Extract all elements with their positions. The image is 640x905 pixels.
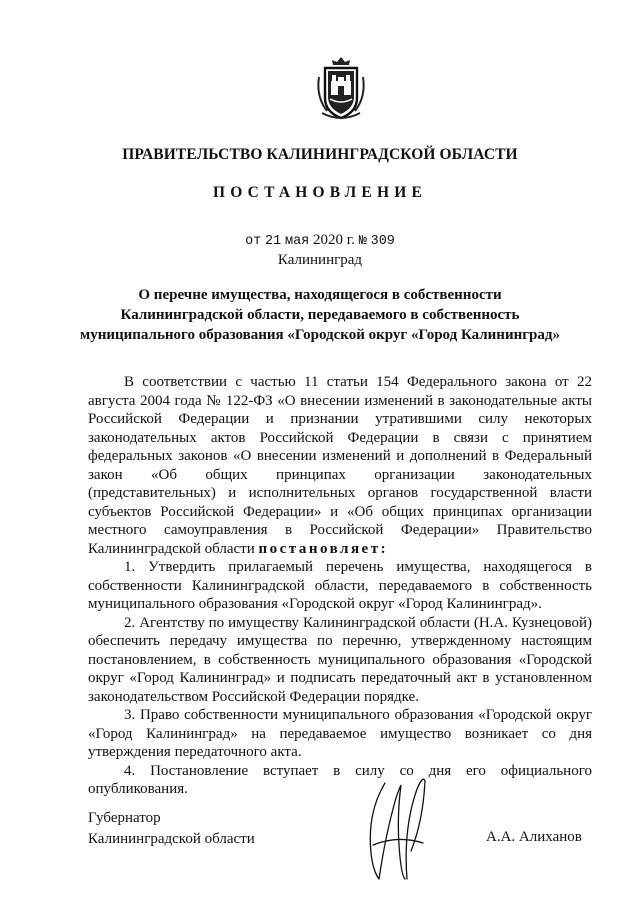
preamble-paragraph — [88, 373, 592, 558]
date-prefix: от — [245, 234, 262, 249]
preamble-text: В соответствии с частью 11 статьи 154 Федерального закона от 22 августа 2004 года № 122-ФЗ «О внесении изменений в законодательные акты Российской Федерации и признании утратившими силу некоторых законодательных актов Российской Федерации в связи с принятием федеральных законов «О внесении изменений и дополнений в Федеральный закон «Об общих принципах организации законодательных (представительных) и исполнительных органов государственной власти субъектов Российской Федерации» и «Об общих принципах организации местного самоуправления в Российской Федерации» Правительство Калининградской области — [88, 374, 592, 557]
item-3: 3. Право собственности муниципального образования «Городской округ «Город Калининград» на передаваемое имущество возникает со дня утверждения передаточного акта. — [88, 707, 592, 760]
signer-position — [88, 808, 255, 850]
subject-line-3: муниципального образования «Городской округ «Город Калининград» — [80, 327, 560, 343]
handwritten-signature — [355, 775, 430, 885]
number-sign: № — [358, 234, 367, 249]
signer-name: А.А. Алиханов — [486, 829, 582, 845]
document-body — [88, 373, 592, 799]
resolves-word: постановляет: — [258, 540, 389, 557]
item-2: 2. Агентству по имуществу Калининградской области (Н.А. Кузнецовой) обеспечить передачу имущества по перечню, утвержденному настоящим постановлением, в собственность муниципального образования «Городской округ «Город Калининград» и подписать передаточный акт в установленном законодательством Российской Федерации порядке. — [88, 614, 592, 705]
date-year: 2020 г. — [313, 232, 355, 248]
city: Калининград — [277, 252, 363, 268]
document-subject — [0, 285, 640, 345]
date-day: 21 — [265, 234, 282, 249]
subject-line-1: О перечне имущества, находящегося в собственности — [138, 287, 502, 303]
organization-title: ПРАВИТЕЛЬСТВО КАЛИНИНГРАДСКОЙ ОБЛАСТИ — [122, 146, 518, 163]
date-month: мая — [284, 234, 310, 249]
position-line-2: Калининградской области — [88, 831, 255, 847]
document-kind: ПОСТАНОВЛЕНИЕ — [212, 184, 428, 201]
position-line-1: Губернатор — [88, 810, 161, 826]
subject-line-2: Калининградской области, передаваемого в собственность — [120, 307, 520, 323]
item-1: 1. Утвердить прилагаемый перечень имущества, находящегося в собственности Калининградской области, передаваемого в собственность муниципального образования «Городской округ «Город Калининград». — [88, 559, 592, 612]
document-date-number — [0, 232, 640, 249]
document-number: 309 — [370, 234, 395, 249]
item-4: 4. Постановление вступает в силу со дня его официального опубликования. — [88, 762, 592, 797]
coat-of-arms-emblem — [316, 55, 366, 123]
